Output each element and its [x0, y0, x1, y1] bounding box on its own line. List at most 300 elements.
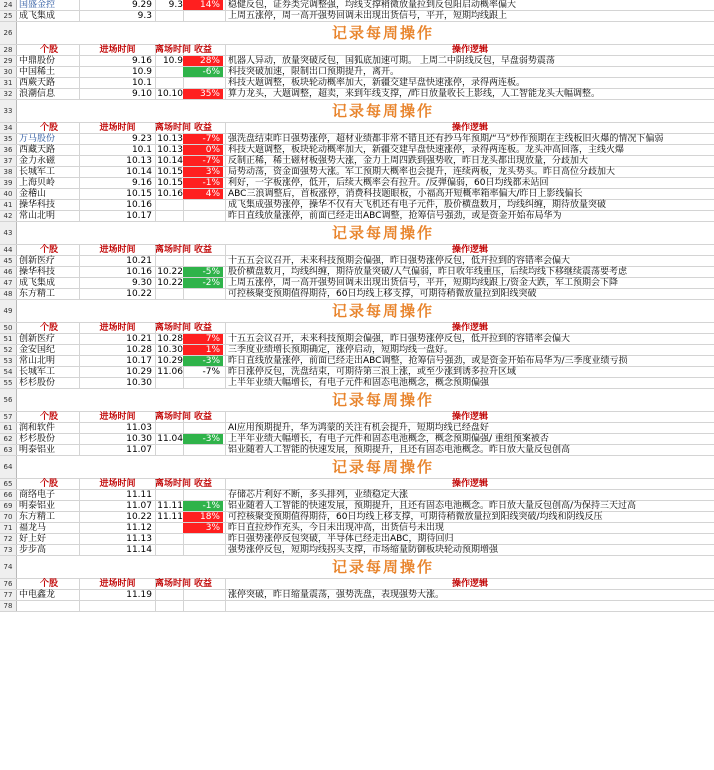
row-number[interactable]: 61	[0, 423, 17, 433]
row-number[interactable]: 32	[0, 89, 17, 99]
exit-time-cell[interactable]: 10.30	[157, 345, 183, 355]
header-stock[interactable]: 个股	[39, 123, 58, 133]
return-cell[interactable]: -7%	[183, 156, 223, 166]
exit-time-cell[interactable]	[155, 78, 185, 88]
section-title: 记录每周操作	[223, 224, 543, 243]
entry-time-cell[interactable]: 10.9	[131, 67, 152, 77]
header-entry-time[interactable]: 进场时间	[99, 479, 136, 489]
logic-cell[interactable]: 成飞集成强势涨停，操华不仅有大飞机还有电子元件，股价横盘数月，均线纠缠，期待放量突破	[228, 200, 607, 210]
table-row	[0, 378, 714, 389]
header-entry-time[interactable]: 进场时间	[99, 45, 136, 55]
exit-time-cell[interactable]	[155, 256, 185, 266]
return-cell[interactable]	[183, 211, 223, 221]
logic-cell[interactable]: 科技大题调整，板块轮动概率加大，新疆交建早盘快速涨停，录得两连板。	[228, 78, 526, 88]
logic-cell[interactable]: 局势动荡，资金面强势大涨。军工预期大概率也会提升，连续两板，龙头势头。昨日高位分歧加大	[228, 167, 616, 177]
exit-time-cell[interactable]	[155, 211, 185, 221]
logic-cell[interactable]: 上半年业绩大幅增长，有电子元件和固态电池概念，概念预期偏强	[228, 378, 490, 388]
header-logic[interactable]: 操作逻辑	[451, 579, 488, 589]
row-number[interactable]: 76	[0, 579, 17, 589]
return-cell[interactable]: 0%	[183, 145, 223, 155]
table-row	[0, 211, 714, 222]
entry-time-cell[interactable]: 11.07	[126, 501, 152, 511]
entry-time-cell[interactable]: 11.11	[126, 490, 152, 500]
entry-time-cell[interactable]: 10.17	[126, 211, 152, 221]
stock-name-cell[interactable]: 西藏天路	[19, 145, 56, 155]
logic-cell[interactable]: 可控核聚变预期值得期待，60日均线上移支撑，可期待稍微放量拉到阳线突破/均线和阴线反压	[228, 512, 603, 522]
entry-time-cell[interactable]: 10.30	[126, 378, 152, 388]
table-row	[0, 200, 714, 211]
logic-cell[interactable]: 利好，一字板涨停，低开，后续大概率会有拉升。/反弹偏弱，60日均线都未站回	[228, 178, 549, 188]
stock-name-cell[interactable]: 步步高	[19, 545, 47, 555]
stock-name-cell[interactable]: 东方精工	[19, 512, 56, 522]
exit-time-cell[interactable]: 9.3	[168, 0, 183, 10]
entry-time-cell[interactable]: 9.30	[131, 278, 152, 288]
stock-name-cell[interactable]: 中鼎股份	[19, 56, 56, 66]
table-row	[0, 501, 714, 512]
header-logic[interactable]: 操作逻辑	[451, 245, 488, 255]
row-number[interactable]: 38	[0, 167, 17, 177]
row-number[interactable]: 41	[0, 200, 17, 210]
table-row	[0, 156, 714, 167]
return-cell[interactable]	[183, 256, 223, 266]
return-cell[interactable]	[183, 490, 223, 500]
header-exit-time[interactable]: 离场时间	[155, 123, 192, 133]
header-exit-time[interactable]: 离场时间	[155, 245, 192, 255]
header-stock[interactable]: 个股	[39, 479, 58, 489]
stock-name-cell[interactable]: 中电鑫龙	[19, 590, 56, 600]
row-number[interactable]: 50	[0, 323, 17, 333]
table-row	[0, 278, 714, 289]
logic-cell[interactable]: 科技突破加速，限制出口预期提升，离开。	[228, 67, 400, 77]
entry-time-cell[interactable]: 9.16	[131, 56, 152, 66]
exit-time-cell[interactable]: 10.13	[157, 145, 183, 155]
stock-name-cell[interactable]: 万马股份	[19, 134, 56, 144]
stock-name-cell[interactable]: 国盛金控	[19, 0, 56, 10]
logic-cell[interactable]: 昨日直线放量涨停，前面已经走出ABC调整，抢筹信号强劲，或是资金开始布局华为/三季度业绩亏损	[228, 356, 628, 366]
table-row	[0, 89, 714, 100]
exit-time-cell[interactable]	[155, 378, 185, 388]
row-number[interactable]: 45	[0, 256, 17, 266]
logic-cell[interactable]: 十五五会议召开，未来科技预期会偏强，昨日强势涨停反包，低开拉到的容错率会偏大	[228, 256, 571, 266]
stock-name-cell[interactable]: 金安国纪	[19, 345, 56, 355]
logic-cell[interactable]: 上半年业绩大幅增长，有电子元件和固态电池概念，概念预期偏强/ 重组预案被否	[228, 434, 549, 444]
row-number[interactable]: 78	[0, 601, 17, 611]
stock-name-cell[interactable]: 成飞集成	[19, 278, 56, 288]
entry-time-cell[interactable]: 9.10	[131, 89, 152, 99]
stock-name-cell[interactable]: 常山北明	[19, 356, 56, 366]
return-cell[interactable]	[183, 545, 223, 555]
table-header-row	[0, 323, 714, 334]
exit-time-cell[interactable]: 11.04	[157, 434, 183, 444]
exit-time-cell[interactable]: 10.22	[157, 278, 183, 288]
table-header-row	[0, 412, 714, 423]
section-title: 记录每周操作	[223, 102, 543, 121]
exit-time-cell[interactable]: 10.29	[157, 356, 183, 366]
table-row	[0, 534, 714, 545]
table-row	[0, 423, 714, 434]
entry-time-cell[interactable]: 11.19	[126, 590, 152, 600]
entry-time-cell[interactable]: 9.29	[131, 0, 152, 10]
logic-cell[interactable]: 昨日直拉炒作充头，今日未出现冲高，出货信号未出现	[228, 523, 445, 533]
exit-time-cell[interactable]	[155, 423, 185, 433]
return-cell[interactable]: -3%	[183, 356, 223, 366]
row-number[interactable]: 39	[0, 178, 17, 188]
table-row	[0, 445, 714, 456]
entry-time-cell[interactable]: 9.23	[131, 134, 152, 144]
entry-time-cell[interactable]: 10.22	[126, 512, 152, 522]
logic-cell[interactable]: 上周五涨停，周一高开强势回调未出现出货信号，平开，短期均线跟上	[228, 11, 508, 21]
header-stock[interactable]: 个股	[39, 579, 58, 589]
stock-name-cell[interactable]: 创新医疗	[19, 334, 56, 344]
table-header-row	[0, 45, 714, 56]
header-entry-time[interactable]: 进场时间	[99, 323, 136, 333]
row-number[interactable]: 42	[0, 211, 17, 221]
table-header-row	[0, 123, 714, 134]
return-cell[interactable]	[183, 534, 223, 544]
stock-name-cell[interactable]: 成飞集成	[19, 11, 56, 21]
logic-cell[interactable]: 强势涨停反包，短期均线拐头支撑，市场缩量防御板块轮动预期增强	[228, 545, 499, 555]
exit-time-cell[interactable]	[155, 445, 185, 455]
logic-cell[interactable]: 存储芯片利好不断，多头排列，业绩稳定大涨	[228, 490, 409, 500]
logic-cell[interactable]: 昨日强势涨停反包突破，半导体已经走出ABC，期待回归	[228, 534, 454, 544]
logic-cell[interactable]: 稳健反包，证券类完调整强，均线支撑稍微放量拉到反包阳启动概率偏大	[228, 0, 517, 10]
grid-line	[183, 601, 184, 611]
return-cell[interactable]	[183, 289, 223, 299]
logic-cell[interactable]: 可控核聚变预期值得期待，60日均线上移支撑，可期待稍微放量拉到阳线突破	[228, 289, 537, 299]
logic-cell[interactable]: 三季度业绩增长预期确定，涨停启动，短期均线一盘好。	[228, 345, 454, 355]
exit-time-cell[interactable]: 11.11	[157, 512, 183, 522]
entry-time-cell[interactable]: 10.30	[126, 434, 152, 444]
exit-time-cell[interactable]: 10.22	[157, 267, 183, 277]
row-number[interactable]: 57	[0, 412, 17, 422]
return-cell[interactable]	[183, 590, 223, 600]
return-cell[interactable]: -6%	[183, 67, 223, 77]
logic-cell[interactable]: 机器人异动，放量突破反包，国狐底加速可期。 上周二中阴线反包，早盘弱势震荡	[228, 56, 555, 66]
stock-name-cell[interactable]: 常山北明	[19, 211, 56, 221]
entry-time-cell[interactable]: 10.14	[126, 167, 152, 177]
exit-time-cell[interactable]: 10.14	[157, 156, 183, 166]
exit-time-cell[interactable]: 10.10	[157, 89, 183, 99]
logic-cell[interactable]: 涨停突破，昨日缩量震荡，强势洗盘，表现强势大涨。	[228, 590, 445, 600]
logic-cell[interactable]: AI应用预期提升，华为鸿蒙的关注有机会提升，短期均线已经盘好	[228, 423, 489, 433]
entry-time-cell[interactable]: 10.13	[126, 156, 152, 166]
logic-cell[interactable]: 铝业随着人工智能的快速发展，预期提升，且还有固态电池概念。昨日放大量反包创高	[228, 445, 571, 455]
entry-time-cell[interactable]: 10.15	[126, 189, 152, 199]
row-number[interactable]: 44	[0, 245, 17, 255]
return-cell[interactable]: 3%	[183, 167, 223, 177]
return-cell[interactable]: 1%	[183, 345, 223, 355]
stock-name-cell[interactable]: 杉杉股份	[19, 378, 56, 388]
stock-name-cell[interactable]: 长城军工	[19, 367, 56, 377]
header-exit-time[interactable]: 离场时间	[155, 412, 192, 422]
row-number[interactable]: 43	[0, 222, 17, 244]
header-logic[interactable]: 操作逻辑	[451, 479, 488, 489]
logic-cell[interactable]: 铝业随着人工智能的快速发展，预期提升，且还有固态电池概念。昨日放大量反包创高/为保持三天过高	[228, 501, 637, 511]
exit-time-cell[interactable]	[155, 545, 185, 555]
section-title-row	[0, 389, 714, 412]
header-stock[interactable]: 个股	[39, 412, 58, 422]
row-number[interactable]: 70	[0, 512, 17, 522]
stock-name-cell[interactable]: 操华科技	[19, 267, 56, 277]
header-stock[interactable]: 个股	[39, 245, 58, 255]
return-cell[interactable]: -1%	[183, 501, 223, 511]
stock-name-cell[interactable]: 润和软件	[19, 423, 56, 433]
exit-time-cell[interactable]: 10.15	[157, 178, 183, 188]
table-row	[0, 134, 714, 145]
section-title-row	[0, 222, 714, 245]
section-title: 记录每周操作	[223, 302, 543, 321]
entry-time-cell[interactable]: 11.07	[126, 445, 152, 455]
return-cell[interactable]: 4%	[183, 189, 223, 199]
row-number[interactable]: 46	[0, 267, 17, 277]
table-header-row	[0, 245, 714, 256]
table-row	[0, 145, 714, 156]
stock-name-cell[interactable]: 杉杉股份	[19, 434, 56, 444]
logic-cell[interactable]: 科技大题调整，板块轮动概率加大，新疆交建早盘快速涨停，录得两连板。龙头冲高回落，主线火爆	[228, 145, 625, 155]
table-row	[0, 256, 714, 267]
header-logic[interactable]: 操作逻辑	[451, 45, 488, 55]
entry-time-cell[interactable]: 10.17	[126, 356, 152, 366]
return-cell[interactable]: -2%	[183, 278, 223, 288]
logic-cell[interactable]: 十五五会议召开，未来科技预期会偏强，昨日强势涨停反包，低开拉到的容错率会偏大	[228, 334, 571, 344]
return-cell[interactable]: 3%	[183, 523, 223, 533]
header-logic[interactable]: 操作逻辑	[451, 412, 488, 422]
return-cell[interactable]: -5%	[183, 267, 223, 277]
row-number[interactable]: 74	[0, 556, 17, 578]
table-row	[0, 345, 714, 356]
row-number[interactable]: 28	[0, 45, 17, 55]
header-return[interactable]: 收益	[193, 479, 212, 489]
row-number[interactable]: 35	[0, 134, 17, 144]
exit-time-cell[interactable]: 10.28	[157, 334, 183, 344]
table-row	[0, 178, 714, 189]
return-cell[interactable]	[183, 200, 223, 210]
grid-line	[225, 601, 226, 611]
row-number[interactable]: 55	[0, 378, 17, 388]
row-number[interactable]: 30	[0, 67, 17, 77]
table-row	[0, 78, 714, 89]
table-row	[0, 601, 714, 612]
return-cell[interactable]: -1%	[183, 178, 223, 188]
table-row	[0, 434, 714, 445]
entry-time-cell[interactable]: 11.13	[126, 534, 152, 544]
return-cell[interactable]: 14%	[183, 0, 223, 10]
row-number[interactable]: 31	[0, 78, 17, 88]
row-number[interactable]: 62	[0, 434, 17, 444]
return-cell[interactable]: -7%	[183, 134, 223, 144]
logic-cell[interactable]: 昨日涨停反包，洗盘结束，可期待第三浪上涨，或至少涨到诱多拉升区域	[228, 367, 517, 377]
row-number[interactable]: 64	[0, 456, 17, 478]
exit-time-cell[interactable]: 11.11	[157, 501, 183, 511]
header-stock[interactable]: 个股	[39, 45, 58, 55]
header-return[interactable]: 收益	[193, 245, 212, 255]
logic-cell[interactable]: ABC三浪调整后，首板涨停，消费科技题眼板，小福高开短概率箱率偏大/昨日上影线偏长	[228, 189, 583, 199]
table-row	[0, 189, 714, 200]
entry-time-cell[interactable]: 10.16	[126, 200, 152, 210]
entry-time-cell[interactable]: 10.21	[126, 256, 152, 266]
return-cell[interactable]: -3%	[183, 434, 223, 444]
header-stock[interactable]: 个股	[39, 323, 58, 333]
section-title: 记录每周操作	[223, 24, 543, 43]
row-number[interactable]: 72	[0, 534, 17, 544]
grid-line	[155, 601, 156, 611]
header-entry-time[interactable]: 进场时间	[99, 245, 136, 255]
entry-time-cell[interactable]: 10.21	[126, 334, 152, 344]
logic-cell[interactable]: 股价横盘数月，均线纠缠，期待放量突破/人气偏弱，昨日收年线重压，后续均线下移继续震荡要考虑	[228, 267, 628, 277]
row-number[interactable]: 25	[0, 11, 17, 21]
return-cell[interactable]: -7%	[202, 367, 220, 377]
header-logic[interactable]: 操作逻辑	[451, 323, 488, 333]
stock-name-cell[interactable]: 东方精工	[19, 289, 56, 299]
entry-time-cell[interactable]: 10.16	[126, 267, 152, 277]
entry-time-cell[interactable]: 10.28	[126, 345, 152, 355]
stock-name-cell[interactable]: 上海贝岭	[19, 178, 56, 188]
table-row	[0, 56, 714, 67]
table-header-row	[0, 479, 714, 490]
exit-time-cell[interactable]: 10.15	[157, 167, 183, 177]
row-number[interactable]: 52	[0, 345, 17, 355]
exit-time-cell[interactable]	[155, 200, 185, 210]
row-number[interactable]: 34	[0, 123, 17, 133]
table-row	[0, 267, 714, 278]
return-cell[interactable]	[183, 378, 223, 388]
exit-time-cell[interactable]	[155, 11, 185, 21]
return-cell[interactable]	[183, 78, 223, 88]
exit-time-cell[interactable]	[155, 289, 185, 299]
header-exit-time[interactable]: 离场时间	[155, 479, 192, 489]
row-number[interactable]: 26	[0, 22, 17, 44]
entry-time-cell[interactable]: 11.03	[126, 423, 152, 433]
header-exit-time[interactable]: 离场时间	[155, 323, 192, 333]
table-row	[0, 367, 714, 378]
table-row	[0, 67, 714, 78]
section-title: 记录每周操作	[223, 558, 543, 577]
stock-name-cell[interactable]: 金稽山	[19, 189, 47, 199]
stock-name-cell[interactable]: 金力永磁	[19, 156, 56, 166]
return-cell[interactable]	[183, 445, 223, 455]
row-number[interactable]: 66	[0, 490, 17, 500]
stock-name-cell[interactable]: 商络电子	[19, 490, 56, 500]
row-number[interactable]: 29	[0, 56, 17, 66]
entry-time-cell[interactable]: 10.22	[126, 289, 152, 299]
table-row	[0, 523, 714, 534]
return-cell[interactable]	[183, 11, 223, 21]
row-number[interactable]: 47	[0, 278, 17, 288]
entry-time-cell[interactable]: 9.3	[137, 11, 152, 21]
header-return[interactable]: 收益	[193, 579, 212, 589]
stock-name-cell[interactable]: 创新医疗	[19, 256, 56, 266]
section-title-row	[0, 22, 714, 45]
exit-time-cell[interactable]	[155, 67, 185, 77]
row-number[interactable]: 77	[0, 590, 17, 600]
return-cell[interactable]: 7%	[183, 334, 223, 344]
exit-time-cell[interactable]: 11.06	[157, 367, 183, 377]
row-number[interactable]: 37	[0, 156, 17, 166]
row-number[interactable]: 63	[0, 445, 17, 455]
stock-name-cell[interactable]: 浪潮信息	[19, 89, 56, 99]
stock-name-cell[interactable]: 福龙马	[19, 523, 47, 533]
row-number[interactable]: 73	[0, 545, 17, 555]
entry-time-cell[interactable]: 11.12	[126, 523, 152, 533]
row-number[interactable]: 48	[0, 289, 17, 299]
header-return[interactable]: 收益	[193, 45, 212, 55]
table-row	[0, 289, 714, 300]
table-row	[0, 590, 714, 601]
stock-name-cell[interactable]: 西蕨天路	[19, 78, 56, 88]
header-return[interactable]: 收益	[193, 323, 212, 333]
header-exit-time[interactable]: 离场时间	[155, 579, 192, 589]
row-number[interactable]: 24	[0, 0, 17, 10]
entry-time-cell[interactable]: 10.29	[126, 367, 152, 377]
header-return[interactable]: 收益	[193, 123, 212, 133]
row-number[interactable]: 51	[0, 334, 17, 344]
return-cell[interactable]: 35%	[183, 89, 223, 99]
section-title: 记录每周操作	[223, 391, 543, 410]
row-number[interactable]: 54	[0, 367, 17, 377]
stock-name-cell[interactable]: 好上好	[19, 534, 47, 544]
table-row	[0, 11, 714, 22]
logic-cell[interactable]: 强洗盘结束昨日强势涨停，超材业绩都非常不错且还有抄马年预期/“马”炒作预期在主线板旧火爆的情况下偏弱	[228, 134, 664, 144]
header-entry-time[interactable]: 进场时间	[99, 123, 136, 133]
row-number[interactable]: 65	[0, 479, 17, 489]
entry-time-cell[interactable]: 10.1	[131, 78, 152, 88]
exit-time-cell[interactable]: 10.16	[157, 189, 183, 199]
return-cell[interactable]	[183, 423, 223, 433]
row-number[interactable]: 49	[0, 300, 17, 322]
header-entry-time[interactable]: 进场时间	[99, 412, 136, 422]
table-header-row	[0, 579, 714, 590]
table-row	[0, 334, 714, 345]
table-row	[0, 490, 714, 501]
logic-cell[interactable]: 反制正稀，稀土磁材板强势大涨，金力上周四跌到强势收，昨日龙头都出现放量，分歧加大	[228, 156, 589, 166]
row-number[interactable]: 36	[0, 145, 17, 155]
entry-time-cell[interactable]: 11.14	[126, 545, 152, 555]
row-number[interactable]: 53	[0, 356, 17, 366]
exit-time-cell[interactable]	[155, 490, 185, 500]
exit-time-cell[interactable]	[155, 590, 185, 600]
return-cell[interactable]: 28%	[183, 56, 223, 66]
table-row	[0, 0, 714, 11]
row-number[interactable]: 56	[0, 389, 17, 411]
header-exit-time[interactable]: 离场时间	[155, 45, 192, 55]
logic-cell[interactable]: 算力龙头，大题调整，超卖，来到年线支撑，/昨日放量收长上影线，人工智能龙头大幅调整。	[228, 89, 601, 99]
header-logic[interactable]: 操作逻辑	[451, 123, 488, 133]
row-number[interactable]: 71	[0, 523, 17, 533]
logic-cell[interactable]: 昨日直线放量涨停，前面已经走出ABC调整，抢筹信号强劲，或是资金开始布局华为	[228, 211, 562, 221]
exit-time-cell[interactable]	[155, 534, 185, 544]
exit-time-cell[interactable]	[155, 523, 185, 533]
row-number[interactable]: 69	[0, 501, 17, 511]
section-title: 记录每周操作	[223, 458, 543, 477]
header-return[interactable]: 收益	[193, 412, 212, 422]
return-cell[interactable]: 18%	[183, 512, 223, 522]
exit-time-cell[interactable]: 10.9	[162, 56, 183, 66]
stock-name-cell[interactable]: 中国稀土	[19, 67, 56, 77]
stock-name-cell[interactable]: 明泰铝业	[19, 445, 56, 455]
entry-time-cell[interactable]: 9.16	[131, 178, 152, 188]
entry-time-cell[interactable]: 10.1	[131, 145, 152, 155]
grid-line	[79, 601, 80, 611]
stock-name-cell[interactable]: 长城军工	[19, 167, 56, 177]
header-entry-time[interactable]: 进场时间	[99, 579, 136, 589]
exit-time-cell[interactable]: 10.13	[157, 134, 183, 144]
logic-cell[interactable]: 上周五涨停，周一高开强势回调未出现出货信号，平开，短期均线跟上/资金大跌，军工预期会下降	[228, 278, 619, 288]
section-title-row	[0, 100, 714, 123]
row-number[interactable]: 33	[0, 100, 17, 122]
stock-name-cell[interactable]: 操华科技	[19, 200, 56, 210]
row-number[interactable]: 40	[0, 189, 17, 199]
stock-name-cell[interactable]: 明泰铝业	[19, 501, 56, 511]
